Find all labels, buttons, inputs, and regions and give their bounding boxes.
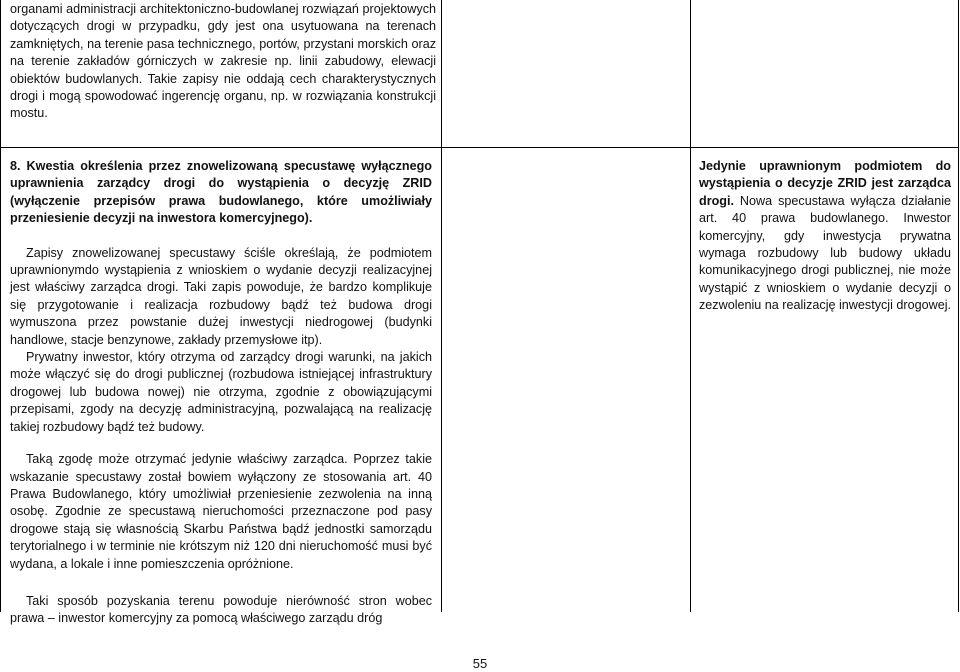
paragraph: Prywatny inwestor, który otrzyma od zarządcy drogi warunki, na jakich może włączyć się do drogi publicznej (rozbudowa istniejącej infrastruktury drogowej lub budowa nowej) nie otrzyma, zgodnie z obowiązującymi przepisami, zgody na decyzję administracyjną, pozwalającą na realizację takiej rozbudowy bądź też budowy. [10, 350, 432, 434]
section-heading: 8. Kwestia określenia przez znowelizowaną specustawę wyłącznego uprawnienia zarządcy drogi do wystąpienia o decyzję ZRID (wyłączenie przepisów prawa budowlanego, które umożliwiały przeniesienie decyzji na inwestora komercyjnego). [10, 159, 432, 226]
paragraph: Taki sposób pozyskania terenu powoduje nierówność stron wobec prawa – inwestor komercyjny za pomocą właściwego zarządu dróg [10, 593, 432, 626]
paragraph: Zapisy znowelizowanej specustawy ściśle określają, że podmiotem uprawnionymdo wystąpienia z wnioskiem o wydanie decyzji realizacyjnej jest właściwy zarządca drogi. Taki zapis powoduje, że bardzo komplikuje się przygotowanie i realizacja rozbudowy bądź też budowa drogi wymuszona przez powstanie dużej inwestycji niedrogowej (budynki handlowe, stacje benzynowe, zakłady przemysłowe itp). [10, 245, 432, 347]
table-row-separator [0, 147, 959, 148]
paragraph: Taką zgodę może otrzymać jedynie właściwy zarządca. Poprzez takie wskazanie specustawy został bowiem wyłączony ze stosowania art. 40 Prawa Budowlanego, który umożliwiał przeniesienie zezwolenia na inną osobę. Zgodnie ze specustawą nieruchomości przeznaczone pod pasy drogowe stają się własnością Skarbu Państwa bądź jednostki samorządu terytorialnego i w terminie nie krótszym niż 120 dni nieruchomość musi być wydana, a lokale i inne pomieszczenia opróżnione. [10, 452, 432, 571]
remark-text: Nowa specustawa wyłącza działanie art. 40 prawa budowlanego. Inwestor komercyjny, gdy inwestycja prywatna wymaga rozbudowy lub budowy układu komunikacyjnego drogi publicznej, nie może wystąpić z wnioskiem o wydanie decyzji o zezwoleniu na realizację inwestycji drogowej. [699, 193, 951, 313]
table-border-left [0, 0, 1, 612]
top-paragraph: organami administracji architektoniczno-budowlanej rozwiązań projektowych dotyczących drogi w przypadku, gdy jest ona usytuowana na terenach zamkniętych, na terenie pasa technicznego, portów, przystani morskich oraz na terenie zakładów górniczych w zakresie np. linii zabudowy, elewacji obiektów budowlanych. Takie zapisy nie oddają cech charakterystycznych drogi i mogą spowodować ingerencję organu, np. w rozwiązania konstrukcji mostu. [10, 2, 436, 121]
table-border-right [958, 0, 959, 612]
top-cell-text [10, 1, 436, 123]
page-number: 55 [472, 656, 488, 671]
remark-bold-text: Jedynie uprawnionym podmiotem do wystąpienia o decyzje ZRID jest zarządca drogi. [699, 159, 951, 208]
table-divider-2 [690, 0, 691, 612]
section-8-main-column [10, 158, 432, 628]
section-8-remarks-column [699, 158, 951, 315]
table-divider-1 [441, 0, 442, 612]
remark-paragraph [699, 158, 951, 315]
